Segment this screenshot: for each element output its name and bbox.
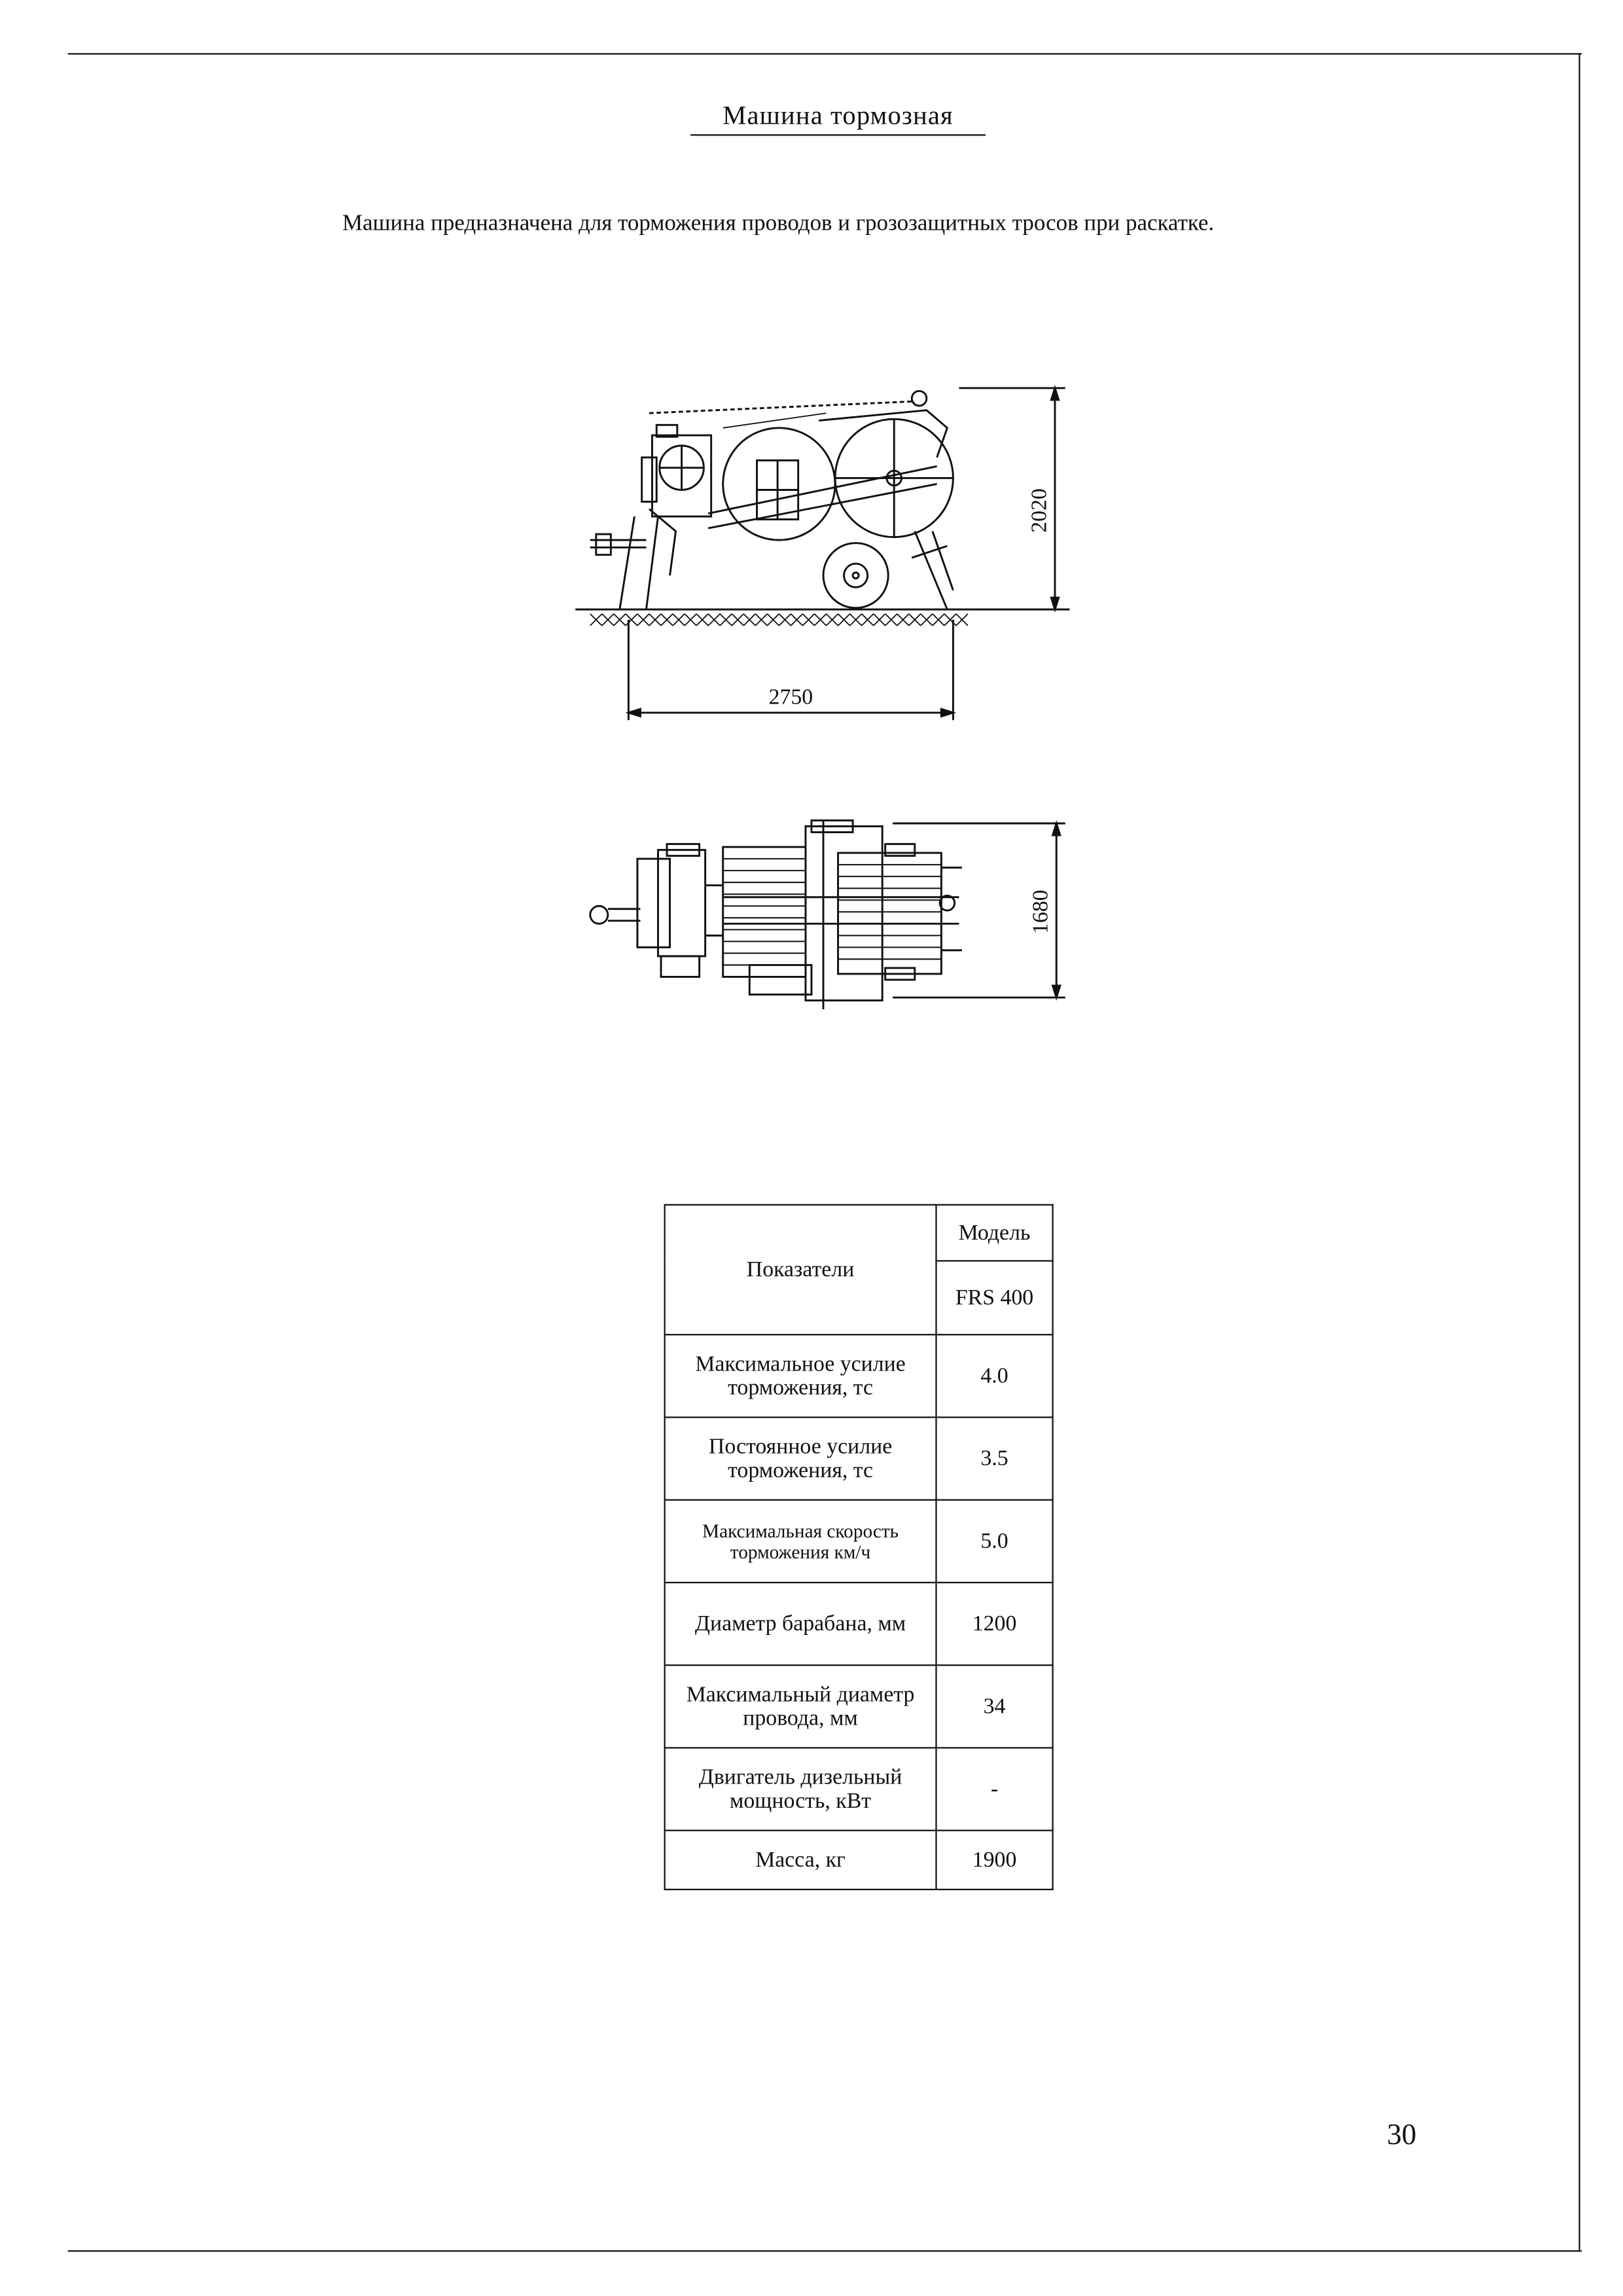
row-value: 1200 — [936, 1583, 1052, 1665]
page-frame-top — [68, 53, 1582, 54]
row-value: 4.0 — [936, 1335, 1052, 1417]
table-row — [665, 1500, 1053, 1583]
side-view-height-dimension: 2020 — [1027, 488, 1052, 533]
table-row — [665, 1748, 1053, 1830]
model-name: FRS 400 — [936, 1261, 1052, 1335]
row-value: 3.5 — [936, 1417, 1052, 1499]
table-row — [665, 1335, 1053, 1417]
page-frame-right — [1578, 53, 1580, 2251]
side-view-width-dimension: 2750 — [768, 685, 813, 709]
table-row — [665, 1665, 1053, 1748]
top-view-depth-dimension: 1680 — [1028, 889, 1053, 935]
row-value: 5.0 — [936, 1500, 1052, 1583]
page-title: Машина тормозная — [690, 100, 986, 135]
row-value: 34 — [936, 1665, 1052, 1748]
table-row — [665, 1417, 1053, 1499]
header-model: Модель — [936, 1205, 1052, 1261]
page-frame-bottom — [68, 2250, 1582, 2251]
row-label: Максимальное усилие торможения, тс — [665, 1335, 936, 1417]
table-row — [665, 1831, 1053, 1890]
intro-paragraph: Машина предназначена для торможения проводов и грозозащитных тросов при раскатке. — [342, 211, 1215, 236]
row-label: Максимальная скорость торможения км/ч — [665, 1500, 936, 1583]
header-indicators: Показатели — [665, 1205, 936, 1335]
table-row — [665, 1583, 1053, 1665]
row-label: Постоянное усилие торможения, тс — [665, 1417, 936, 1499]
row-label: Максимальный диаметр провода, мм — [665, 1665, 936, 1748]
row-value: 1900 — [936, 1831, 1052, 1890]
side-view-drawing — [561, 369, 1092, 738]
specifications-table — [664, 1204, 1054, 1890]
row-label: Двигатель дизельный мощность, кВт — [665, 1748, 936, 1830]
row-label: Масса, кг — [665, 1831, 936, 1890]
page-number: 30 — [1387, 2119, 1417, 2152]
row-label: Диаметр барабана, мм — [665, 1583, 936, 1665]
top-view-drawing — [575, 808, 1077, 1015]
row-value: - — [936, 1748, 1052, 1830]
